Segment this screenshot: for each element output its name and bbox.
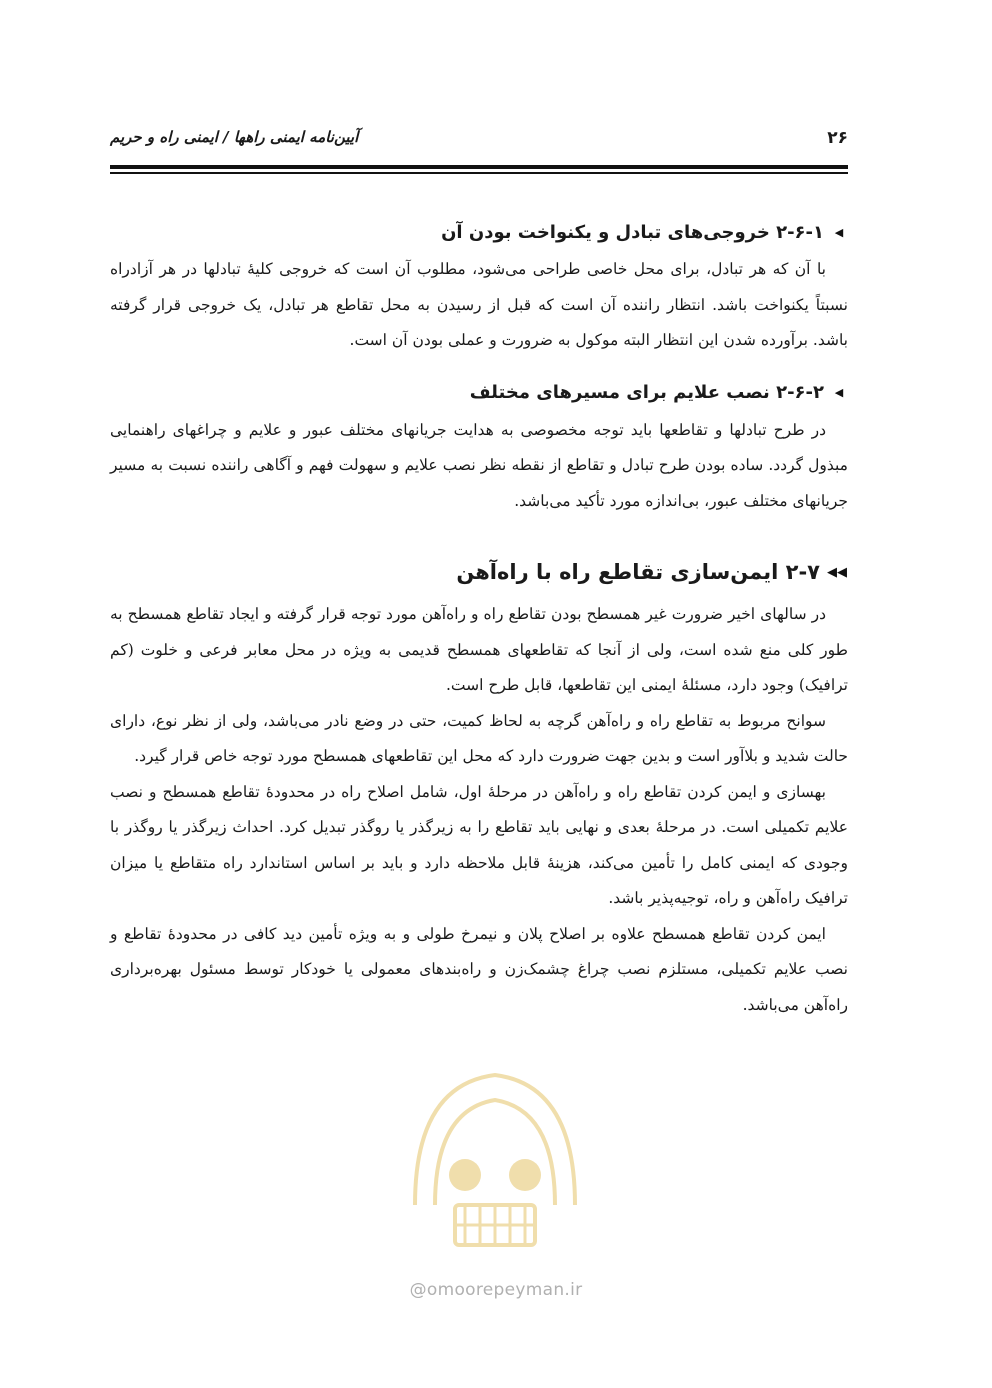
watermark-logo xyxy=(395,1055,595,1260)
section-heading-text: ۲-۶-۲ نصب علایم برای مسیرهای مختلف xyxy=(469,382,824,403)
page-header xyxy=(110,128,848,156)
section-heading-text: ۲-۶-۱ خروجی‌های تبادل و یکنواخت بودن آن xyxy=(441,221,824,243)
header-rule-thick xyxy=(110,165,848,169)
paragraph: بهسازی و ایمن کردن تقاطع راه و راه‌آهن در مرحلهٔ اول، شامل اصلاح راه در محدودهٔ تقاطع همسطح و نصب علایم تکمیلی است. در مرحلهٔ بعدی و نهایی باید تقاطع را به زیرگذر یا روگذر تبدیل کرد. احداث زیرگذر یا روگذر با وجودی که ایمنی کامل را تأمین می‌کند، هزینهٔ قابل ملاحظه دارد و باید بر اساس استاندارد راه متقاطع یا میزان ترافیک راه‌آهن و راه، توجیه‌پذیر باشد. xyxy=(110,782,848,907)
bullet-arrow-icon: ◀ xyxy=(834,225,844,239)
section-heading xyxy=(110,373,848,413)
paragraph: با آن که هر تبادل، برای محل خاصی طراحی می‌شود، مطلوب آن است که خروجی کلیهٔ تبادلها در هر آزادراه نسبتاً یکنواخت باشد. انتظار راننده آن است که قبل از رسیدن به محل تقاطع هر تبادل، یک خروجی قرار گرفته باشد. برآورده شدن این انتظار البته موکول به ضرورت و عملی بودن آن است. xyxy=(110,260,848,349)
page-number: ۲۶ xyxy=(827,128,848,148)
header-rule-thin xyxy=(110,172,848,174)
running-title: آیین‌نامه ایمنی راهها / ایمنی راه و حریم xyxy=(110,128,359,146)
paragraph: سوانح مربوط به تقاطع راه و راه‌آهن گرچه به لحاظ کمیت، حتی در وضع نادر می‌باشد، ولی از نظر نوع، دارای حالت شدید و بلاآور است و بدین جهت ضرورت دارد که محل این تقاطعهای همسطح مورد توجه خاص قرار گیرد. xyxy=(110,711,848,765)
watermark-site xyxy=(0,1280,992,1300)
section-heading-text: ۲-۷ ایمن‌سازی تقاطع راه با راه‌آهن xyxy=(456,560,820,584)
bullet-arrow-icon: ◀ xyxy=(834,386,844,399)
chapter-section-heading xyxy=(110,547,848,597)
paragraph: در سالهای اخیر ضرورت غیر همسطح بودن تقاطع راه و راه‌آهن مورد توجه قرار گرفته و ایجاد تقاطع همسطح به طور کلی منع شده است، ولی از آنجا که تقاطعهای همسطح قدیمی به ویژه در محل معابر فرعی و خلوت (کم ترافیک) وجود دارد، مسئلهٔ ایمنی این تقاطعها، قابل طرح است. xyxy=(110,605,848,694)
watermark-site-text: omoorepeyman.ir xyxy=(426,1280,583,1300)
page-body xyxy=(110,212,848,1023)
paragraph: ایمن کردن تقاطع همسطح علاوه بر اصلاح پلان و نیمرخ طولی و به ویژه تأمین دید کافی در محدودهٔ تقاطع و نصب علایم تکمیلی، مستلزم نصب چراغ چشمک‌زن و راه‌بندهای معمولی یا خودکار توسط مسئول بهره‌برداری راه‌آهن می‌باشد. xyxy=(110,924,848,1014)
section-heading xyxy=(110,212,848,252)
double-arrow-icon: ◀◀ xyxy=(827,564,847,580)
paragraph: در طرح تبادلها و تقاطعها باید توجه مخصوصی به هدایت جریانهای مختلف عبور و علایم و چراغهای راهنمایی مبذول گردد. ساده بودن طرح تبادل و تقاطع از نقطه نظر نصب علایم و سهولت فهم و آگاهی راننده نسبت به مسیر جریانهای مختلف عبور، بی‌اندازه مورد تأکید می‌باشد. xyxy=(110,420,848,510)
at-icon: @ xyxy=(409,1280,427,1300)
